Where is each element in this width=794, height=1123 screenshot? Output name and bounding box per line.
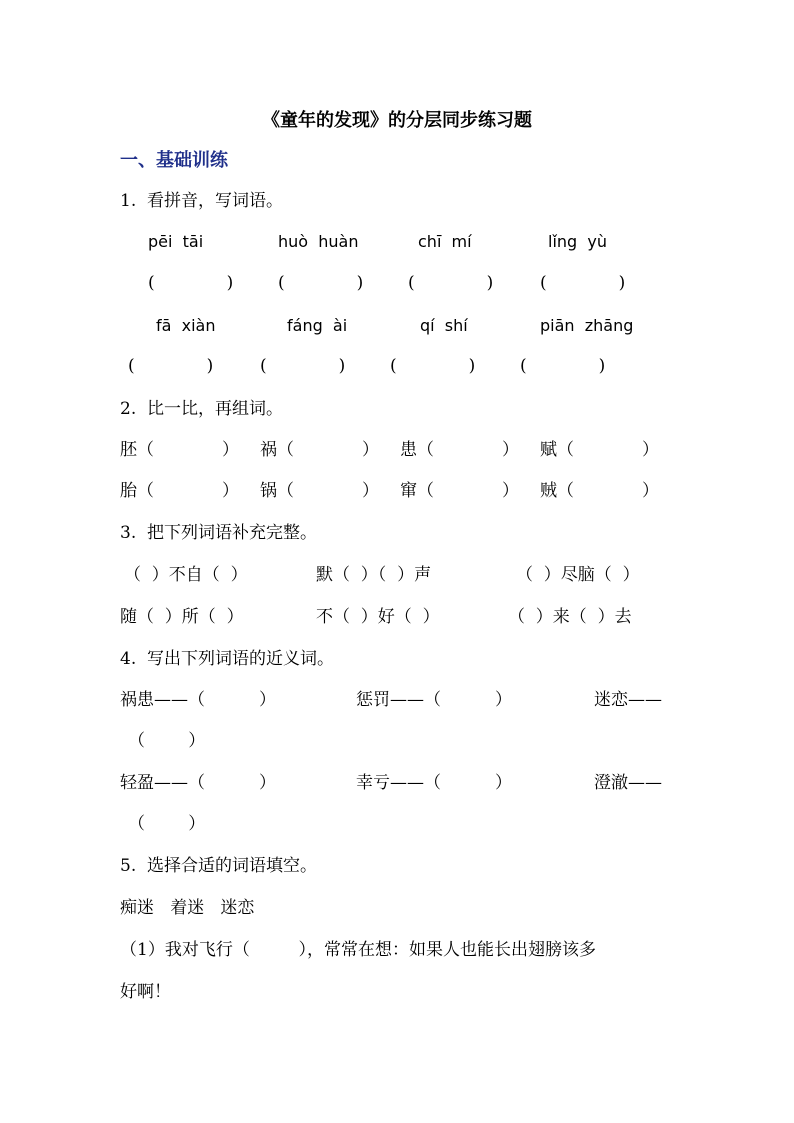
synonym-continuation[interactable]: （ ） xyxy=(128,731,206,751)
answer-blank[interactable]: （ ） xyxy=(557,440,659,460)
pinyin-item: lǐng yù xyxy=(548,232,607,251)
pinyin-item: chī mí xyxy=(418,232,472,251)
synonym-item[interactable]: 幸亏——（ ） xyxy=(356,773,513,793)
answer-blank[interactable]: （ ） xyxy=(417,440,519,460)
synonym-item[interactable]: 轻盈——（ ） xyxy=(120,773,277,793)
pinyin-item: qí shí xyxy=(420,316,468,335)
char-item: 胎（ ） xyxy=(120,481,239,501)
pinyin-item: fáng ài xyxy=(287,316,348,335)
char-item: 胚（ ） xyxy=(120,440,239,460)
idiom-item[interactable]: （ ）来（ ）去 xyxy=(508,607,632,627)
idiom-item[interactable]: 随（ ）所（ ） xyxy=(120,607,244,627)
answer-blank[interactable]: （ ） xyxy=(417,481,519,501)
q4-prompt: 4. 写出下列词语的近义词。 xyxy=(120,649,335,669)
answer-blank[interactable]: ( ) xyxy=(148,273,234,293)
fill-sentence[interactable]: （1）我对飞行（ ），常常在想：如果人也能长出翅膀该多 xyxy=(120,940,596,960)
answer-blank[interactable]: （ ） xyxy=(137,440,239,460)
q1-prompt: 1. 看拼音，写词语。 xyxy=(120,191,284,211)
synonym-item[interactable]: 迷恋—— xyxy=(594,690,662,710)
pinyin-item: piān zhāng xyxy=(540,316,634,335)
char-item: 贼（ ） xyxy=(540,481,659,501)
char-item: 患（ ） xyxy=(400,440,519,460)
answer-blank[interactable]: ( ) xyxy=(520,356,606,376)
answer-blank[interactable]: （ ） xyxy=(277,440,379,460)
pinyin-item: fā xiàn xyxy=(156,316,216,335)
fill-sentence-continuation: 好啊！ xyxy=(120,982,171,1002)
synonym-item[interactable]: 惩罚——（ ） xyxy=(356,690,513,710)
answer-blank[interactable]: ( ) xyxy=(260,356,346,376)
word-choices: 痴迷 着迷 迷恋 xyxy=(120,898,255,918)
answer-blank[interactable]: ( ) xyxy=(278,273,364,293)
char-item: 祸（ ） xyxy=(260,440,379,460)
answer-blank[interactable]: （ ） xyxy=(137,481,239,501)
answer-blank[interactable]: ( ) xyxy=(408,273,494,293)
answer-blank[interactable]: ( ) xyxy=(390,356,476,376)
char-item: 赋（ ） xyxy=(540,440,659,460)
idiom-item[interactable]: 默（ ）（ ）声 xyxy=(316,565,432,585)
answer-blank[interactable]: ( ) xyxy=(128,356,214,376)
section-heading: 一、基础训练 xyxy=(120,150,228,171)
answer-blank[interactable]: （ ） xyxy=(277,481,379,501)
answer-blank[interactable]: （ ） xyxy=(557,481,659,501)
synonym-item[interactable]: 祸患——（ ） xyxy=(120,690,277,710)
q2-prompt: 2. 比一比，再组词。 xyxy=(120,399,284,419)
char-item: 窜（ ） xyxy=(400,481,519,501)
idiom-item[interactable]: （ ）不自（ ） xyxy=(124,565,248,585)
q3-prompt: 3. 把下列词语补充完整。 xyxy=(120,523,318,543)
char-item: 锅（ ） xyxy=(260,481,379,501)
pinyin-item: huò huàn xyxy=(278,232,359,251)
pinyin-item: pēi tāi xyxy=(148,232,204,251)
page-title: 《童年的发现》的分层同步练习题 xyxy=(262,110,532,131)
answer-blank[interactable]: ( ) xyxy=(540,273,626,293)
synonym-continuation[interactable]: （ ） xyxy=(128,814,206,834)
q5-prompt: 5. 选择合适的词语填空。 xyxy=(120,856,318,876)
synonym-item[interactable]: 澄澈—— xyxy=(594,773,662,793)
idiom-item[interactable]: 不（ ）好（ ） xyxy=(316,607,440,627)
idiom-item[interactable]: （ ）尽脑（ ） xyxy=(516,565,640,585)
